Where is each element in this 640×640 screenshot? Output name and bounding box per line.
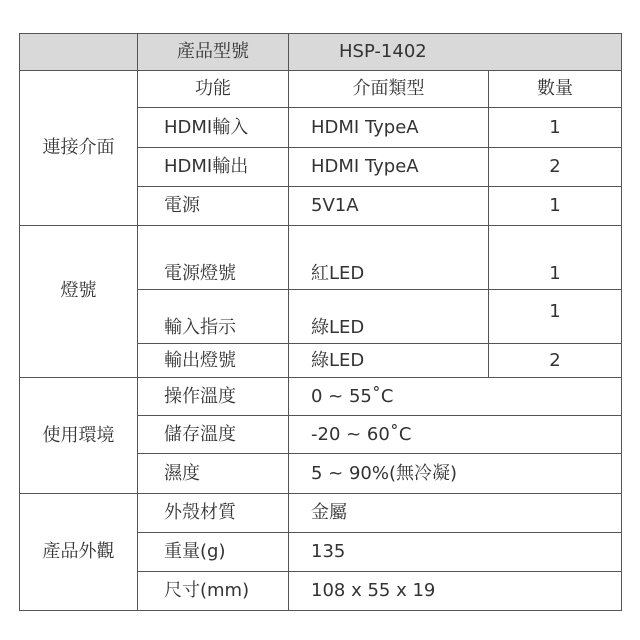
- section-label-environment: 使用環境: [20, 378, 138, 494]
- feature-cell: 輸出燈號: [138, 343, 289, 378]
- type-cell: 紅LED: [289, 225, 489, 289]
- quantity-cell: 1: [489, 108, 622, 148]
- feature-cell: 尺寸(mm): [138, 572, 289, 611]
- type-cell: HDMI TypeA: [289, 108, 489, 148]
- feature-cell: 電源: [138, 187, 289, 226]
- feature-cell: 操作溫度: [138, 378, 289, 416]
- column-header-interface-type: 介面類型: [289, 70, 489, 108]
- spec-table: [19, 33, 622, 611]
- value-cell: 0 ~ 55˚C: [289, 378, 622, 416]
- value-cell: 5 ~ 90%(無冷凝): [289, 454, 622, 494]
- quantity-cell: 1: [489, 187, 622, 226]
- value-cell: -20 ~ 60˚C: [289, 415, 622, 454]
- quantity-cell: 2: [489, 343, 622, 378]
- value-cell: 金屬: [289, 494, 622, 533]
- column-header-row: [20, 70, 622, 108]
- feature-cell: 輸入指示: [138, 289, 289, 343]
- column-header-function: 功能: [138, 70, 289, 108]
- value-cell: 135: [289, 532, 622, 572]
- type-cell: 5V1A: [289, 187, 489, 226]
- feature-cell: HDMI輸入: [138, 108, 289, 148]
- feature-cell: 外殼材質: [138, 494, 289, 533]
- quantity-cell: 1: [489, 289, 622, 343]
- column-header-quantity: 數量: [489, 70, 622, 108]
- feature-cell: 儲存溫度: [138, 415, 289, 454]
- type-cell: HDMI TypeA: [289, 147, 489, 187]
- section-label-connection: 連接介面: [20, 70, 138, 225]
- table-row: [20, 225, 622, 289]
- feature-cell: 重量(g): [138, 532, 289, 572]
- section-label-appearance: 產品外觀: [20, 494, 138, 611]
- quantity-cell: 2: [489, 147, 622, 187]
- type-cell: 綠LED: [289, 289, 489, 343]
- feature-cell: 濕度: [138, 454, 289, 494]
- feature-cell: 電源燈號: [138, 225, 289, 289]
- model-header-row: [20, 34, 622, 71]
- model-label: 產品型號: [138, 34, 289, 71]
- type-cell: 綠LED: [289, 343, 489, 378]
- table-row: [20, 494, 622, 533]
- quantity-cell: 1: [489, 225, 622, 289]
- feature-cell: HDMI輸出: [138, 147, 289, 187]
- section-label-lights: 燈號: [20, 225, 138, 377]
- value-cell: 108 x 55 x 19: [289, 572, 622, 611]
- table-row: [20, 378, 622, 416]
- header-blank-cell: [20, 34, 138, 71]
- model-value: HSP-1402: [289, 34, 622, 71]
